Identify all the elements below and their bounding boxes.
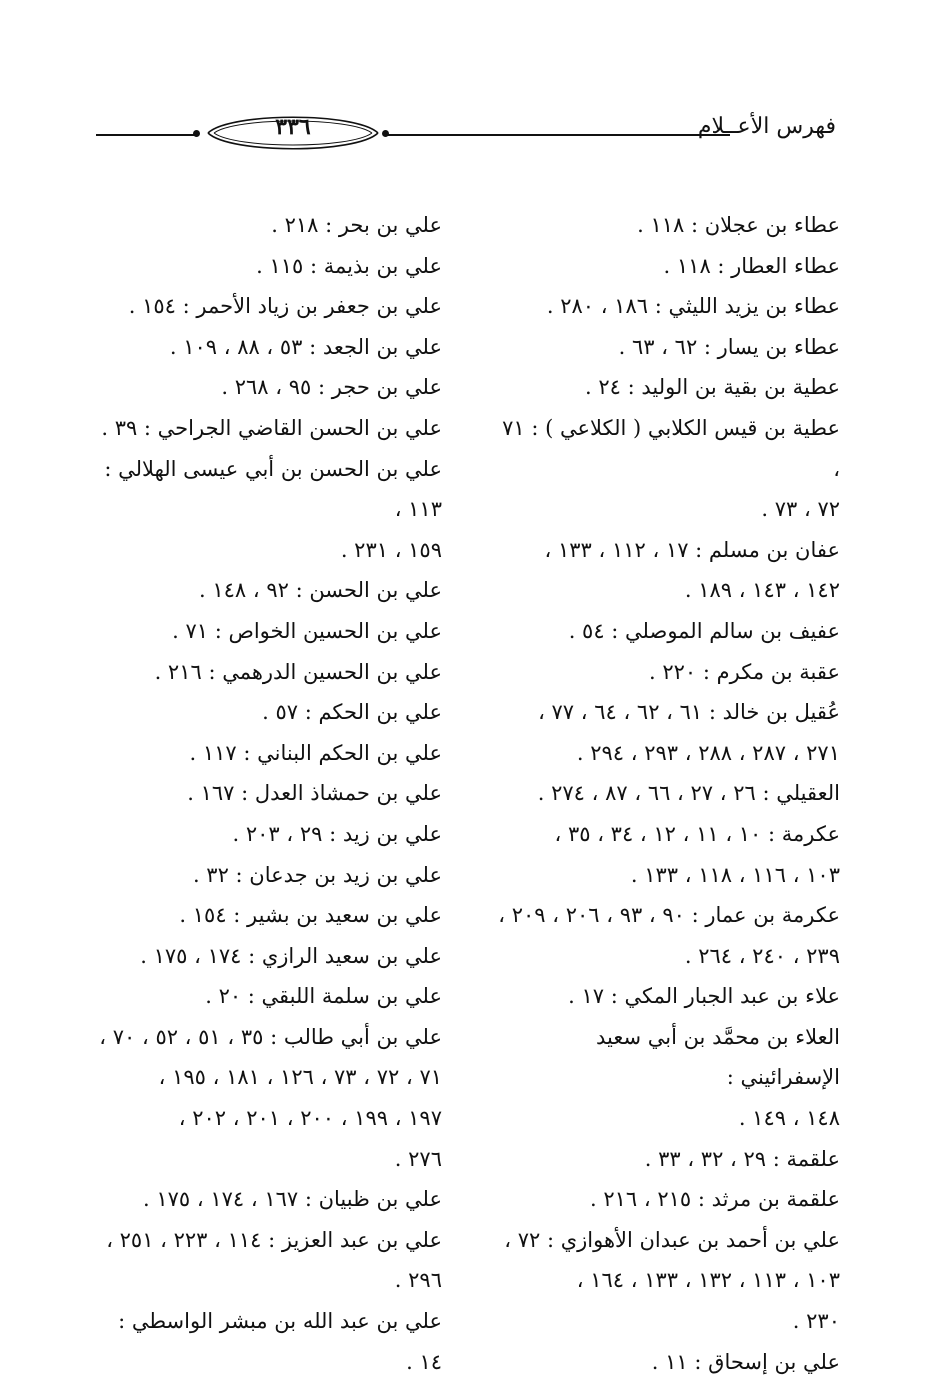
index-entry: علي بن الجعد : ٥٣ ، ٨٨ ، ١٠٩ . [169,334,442,359]
index-entry: علي بن ظبيان : ١٦٧ ، ١٧٤ ، ١٧٥ . [143,1187,442,1212]
index-entry: عفيف بن سالم الموصلي : ٥٤ . [568,618,840,643]
index-entry: علي بن حجر : ٩٥ ، ٢٦٨ . [221,375,442,400]
index-entry: علي بن الحسين الخواص : ٧١ . [172,618,442,643]
index-entry: ١٠٣ ، ١١٦ ، ١١٨ ، ١٣٣ . [630,862,840,887]
index-entry: علي بن زيد : ٢٩ ، ٢٠٣ . [232,821,442,846]
index-entry: عطية بن بقية بن الوليد : ٢٤ . [585,375,840,400]
index-entry: علي بن الحسن بن أبي عيسى الهلالي : ١١٣ ، [104,456,442,522]
running-title: فهرس الأعــلام [697,114,836,139]
header-rule-left [96,134,196,136]
index-entry: علي بن الحسين الدرهمي : ٢١٦ . [154,659,442,684]
page-number: ٣٣٦ [275,114,311,140]
index-entry: علي بن حمشاذ العدل : ١٦٧ . [187,781,442,806]
index-entry: ٢٣٩ ، ٢٤٠ ، ٢٦٤ . [684,943,840,968]
index-entry: عطاء بن عجلان : ١١٨ . [637,213,840,237]
index-entry: ٧٢ ، ٧٣ . [761,497,840,522]
index-entry: عكرمة : ١٠ ، ١١ ، ١٢ ، ٣٤ ، ٣٥ ، [554,821,840,846]
index-column-left [94,205,442,1382]
index-entry: علي بن سعيد بن بشير : ١٥٤ . [179,903,442,928]
index-entry: علي بن سلمة اللبقي : ٢٠ . [205,984,442,1009]
index-entry: علي بن عبد الله بن مبشر الواسطي : ١٤ . [118,1309,442,1374]
index-entry: علي بن جعفر بن زياد الأحمر : ١٥٤ . [128,294,442,319]
index-entry: علي بن الحكم : ٥٧ . [262,700,442,725]
index-entry: العقيلي : ٢٦ ، ٢٧ ، ٦٦ ، ٨٧ ، ٢٧٤ . [537,781,840,806]
index-entry: ١٤٨ ، ١٤٩ . [738,1106,840,1131]
index-entry: ٢٩٦ . [394,1268,442,1293]
index-entry: علي بن الحسن القاضي الجراحي : ٣٩ . [101,415,442,440]
index-entry: العلاء بن محمَّد بن أبي سعيد الإسفرائيني : [595,1024,840,1090]
index-entry: ٢٣٠ . [792,1309,840,1334]
index-entry: ٧١ ، ٧٢ ، ٧٣ ، ١٢٦ ، ١٨١ ، ١٩٥ ، [158,1065,442,1090]
index-entry: عفان بن مسلم : ١٧ ، ١١٢ ، ١٣٣ ، [544,537,840,562]
index-entry: عكرمة بن عمار : ٩٠ ، ٩٣ ، ٢٠٦ ، ٢٠٩ ، [498,903,840,928]
index-entry: علي بن إسحاق : ١١ . [651,1349,840,1374]
index-entry: علي بن الحكم البناني : ١١٧ . [189,740,442,765]
index-entry: علي بن بحر : ٢١٨ . [271,213,442,237]
index-entry: عطاء بن يزيد الليثي : ١٨٦ ، ٢٨٠ . [546,294,840,319]
index-entry: ٢٧١ ، ٢٨٧ ، ٢٨٨ ، ٢٩٣ ، ٢٩٤ . [576,740,840,765]
index-entry: علقمة بن مرثد : ٢١٥ ، ٢١٦ . [589,1187,840,1212]
index-entry: علقمة : ٢٩ ، ٣٢ ، ٣٣ . [644,1146,840,1171]
index-entry: عُقيل بن خالد : ٦١ ، ٦٢ ، ٦٤ ، ٧٧ ، [538,700,840,725]
index-entry: ١٥٩ ، ٢٣١ . [340,537,442,562]
index-entry: ٢٧٦ . [394,1146,442,1171]
index-entry: عطاء بن يسار : ٦٢ ، ٦٣ . [618,334,840,359]
index-entry: ١٤٢ ، ١٤٣ ، ١٨٩ . [684,578,840,603]
index-entry: علي بن زيد بن جدعان : ٣٢ . [192,862,442,887]
page-header [96,108,836,158]
index-entry: علي بن بذيمة : ١١٥ . [256,253,442,278]
index-entry: علي بن سعيد الرازي : ١٧٤ ، ١٧٥ . [140,943,442,968]
index-entry: عطية بن قيس الكلابي ( الكلاعي ) : ٧١ ، [502,415,840,481]
header-rule-right [386,134,730,136]
index-entry: علي بن أبي طالب : ٣٥ ، ٥١ ، ٥٢ ، ٧٠ ، [99,1024,442,1049]
index-entry: علي بن عبد العزيز : ١١٤ ، ٢٢٣ ، ٢٥١ ، [106,1227,442,1252]
index-entry: ١٩٧ ، ١٩٩ ، ٢٠٠ ، ٢٠١ ، ٢٠٢ ، [178,1106,442,1131]
index-entry: علي بن الحسن : ٩٢ ، ١٤٨ . [198,578,442,603]
index-entry: عقبة بن مكرم : ٢٢٠ . [649,659,840,684]
index-entry: علي بن أحمد بن عبدان الأهوازي : ٧٢ ، [504,1227,840,1252]
index-entry: عطاء العطار : ١١٨ . [663,253,840,278]
index-entry: علاء بن عبد الجبار المكي : ١٧ . [568,984,840,1009]
index-column-right [498,205,840,1382]
index-entry: ١٠٣ ، ١١٣ ، ١٣٢ ، ١٣٣ ، ١٦٤ ، [576,1268,840,1293]
